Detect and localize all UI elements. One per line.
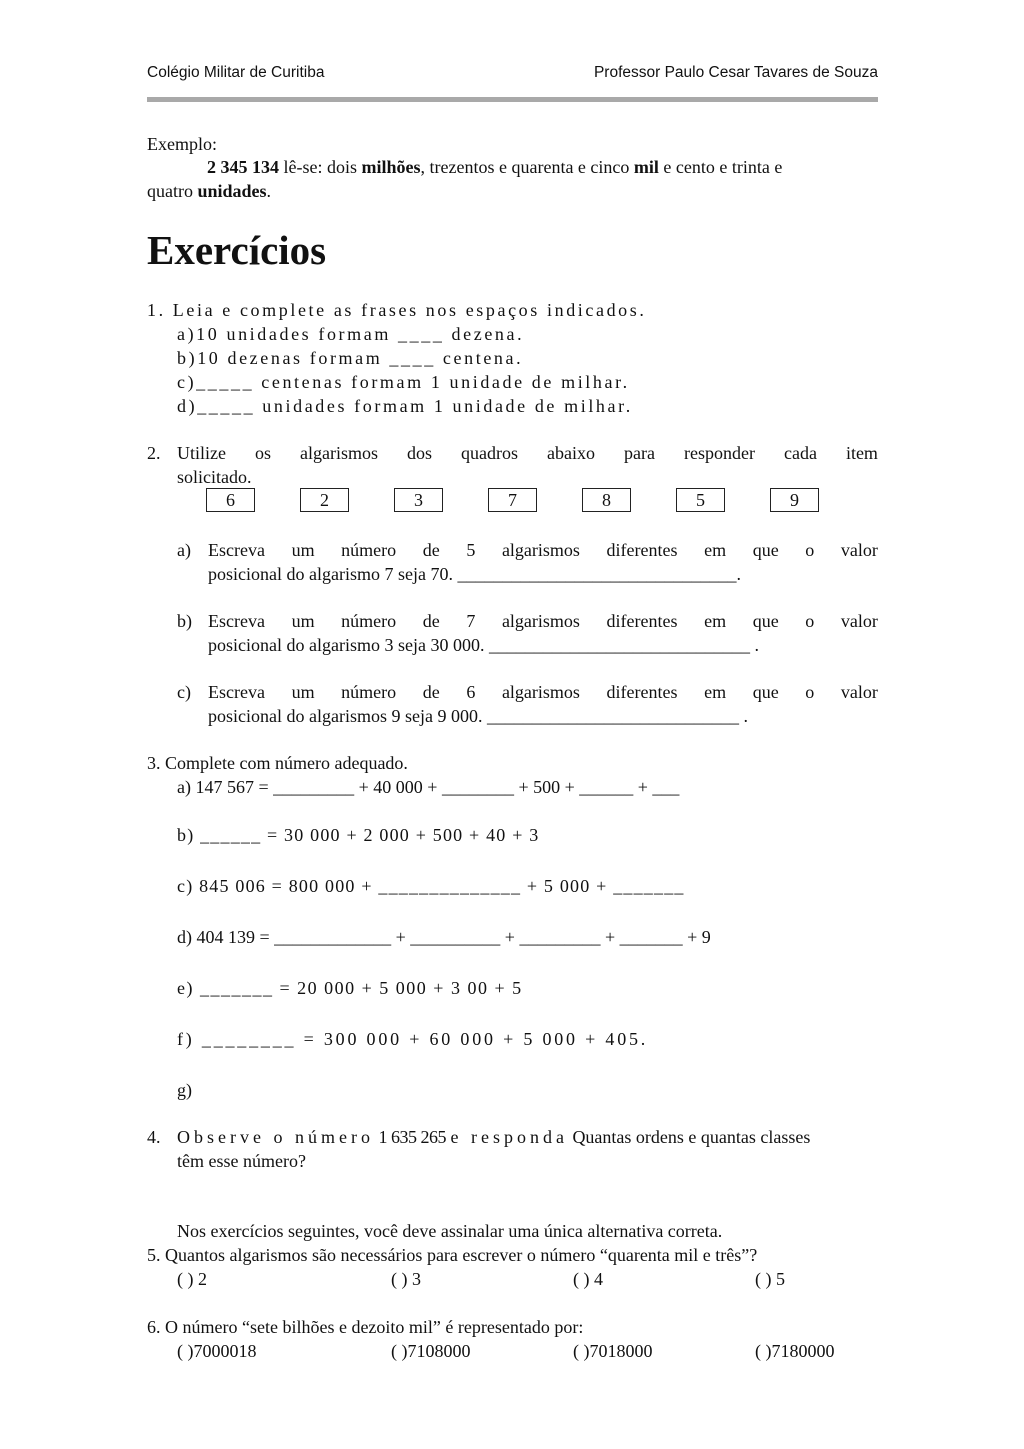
q2c-line2: posicional do algarismos 9 seja 9 000. ____________________________ . xyxy=(208,706,748,726)
q6-option[interactable]: ( )7018000 xyxy=(573,1341,653,1361)
q3-item-g: g) xyxy=(177,1080,192,1100)
q5-option[interactable]: ( ) 4 xyxy=(573,1269,603,1289)
q2b-word: em xyxy=(704,611,727,631)
example-bold-mil: mil xyxy=(633,157,659,177)
q2c-line1 xyxy=(208,680,878,704)
q6-option[interactable]: ( )7108000 xyxy=(391,1341,471,1361)
q2a-word: 5 xyxy=(466,540,476,560)
q2-word: item xyxy=(845,443,878,463)
school-name: Colégio Militar de Curitiba xyxy=(147,64,325,81)
digit-box: 8 xyxy=(582,488,631,512)
example-text5: . xyxy=(266,181,272,201)
q2b-word: que xyxy=(752,611,779,631)
q2a-word: valor xyxy=(840,540,878,560)
example-line1 xyxy=(207,155,782,179)
q4-spaced-text: Observe o número xyxy=(177,1127,374,1147)
example-text2: , trezentos e quarenta e cinco xyxy=(420,157,634,177)
example-text1: lê-se: dois xyxy=(279,157,362,177)
q5-option[interactable]: ( ) 2 xyxy=(177,1269,207,1289)
q2c-word: em xyxy=(704,682,727,702)
q4-number: 4. xyxy=(147,1127,161,1147)
example-bold-milhoes: milhões xyxy=(361,157,421,177)
q2-word: algarismos xyxy=(300,443,378,463)
q2a-word: de xyxy=(422,540,440,560)
q2-word: Utilize xyxy=(177,443,226,463)
q2b-line2: posicional do algarismo 3 seja 30 000. _____________________________ . xyxy=(208,635,759,655)
digit-box: 9 xyxy=(770,488,819,512)
q2b-word: de xyxy=(422,611,440,631)
q5-option[interactable]: ( ) 5 xyxy=(755,1269,785,1289)
q2a-word: algarismos xyxy=(501,540,580,560)
q2a-word: que xyxy=(752,540,779,560)
q2c-word: que xyxy=(752,682,779,702)
q2a-word: diferentes xyxy=(606,540,678,560)
q2c-word: o xyxy=(805,682,815,702)
q3-item-a: a) 147 567 = _________ + 40 000 + ________ + 500 + ______ + ___ xyxy=(177,777,680,797)
q2a-line1 xyxy=(208,538,878,562)
q2b-word: um xyxy=(291,611,315,631)
q2c-word: Escreva xyxy=(208,682,265,702)
q3-item-d: d) 404 139 = _____________ + __________ + _________ + _______ + 9 xyxy=(177,927,711,947)
q2-word: responder xyxy=(683,443,755,463)
q2-number: 2. xyxy=(147,443,161,463)
q2a-label: a) xyxy=(177,540,191,560)
example-bold-unidades: unidades xyxy=(197,181,267,201)
q4-rest: Quantas ordens e quantas classes xyxy=(572,1127,811,1147)
q1-item-d: d)_____ unidades formam 1 unidade de milhar. xyxy=(177,396,633,416)
q3-item-c: c) 845 006 = 800 000 + ______________ + 5 000 + _______ xyxy=(177,876,685,896)
q2b-word: algarismos xyxy=(501,611,580,631)
q2b-word: Escreva xyxy=(208,611,265,631)
instruction-text: Nos exercícios seguintes, você deve assinalar uma única alternativa correta. xyxy=(177,1221,723,1241)
q2-word: os xyxy=(254,443,271,463)
q2b-word: 7 xyxy=(466,611,476,631)
q6-stem: 6. O número “sete bilhões e dezoito mil” é representado por: xyxy=(147,1317,584,1337)
digit-box: 5 xyxy=(676,488,725,512)
q2b-word: valor xyxy=(840,611,878,631)
q5-stem: 5. Quantos algarismos são necessários para escrever o número “quarenta mil e três”? xyxy=(147,1245,758,1265)
digit-box: 6 xyxy=(206,488,255,512)
q2c-word: um xyxy=(291,682,315,702)
q2c-word: de xyxy=(422,682,440,702)
q2-stem-line1 xyxy=(177,441,878,465)
q2-word: abaixo xyxy=(547,443,595,463)
example-number: 2 345 134 xyxy=(207,157,279,177)
header-rule xyxy=(147,97,878,102)
q2-word: para xyxy=(624,443,655,463)
q3-item-b: b) ______ = 30 000 + 2 000 + 500 + 40 + 3 xyxy=(177,825,540,845)
q6-option[interactable]: ( )7000018 xyxy=(177,1341,257,1361)
q2b-word: o xyxy=(805,611,815,631)
q1-item-c: c)_____ centenas formam 1 unidade de milhar. xyxy=(177,372,630,392)
q2a-word: um xyxy=(291,540,315,560)
q1-item-a: a)10 unidades formam ____ dezena. xyxy=(177,324,525,344)
q2c-word: 6 xyxy=(466,682,476,702)
q4-line1 xyxy=(177,1125,810,1149)
example-text3: e cento e trinta e xyxy=(658,157,783,177)
q2a-word: número xyxy=(341,540,397,560)
q2c-word: diferentes xyxy=(606,682,678,702)
q3-item-e: e) _______ = 20 000 + 5 000 + 3 00 + 5 xyxy=(177,978,523,998)
teacher-name: Professor Paulo Cesar Tavares de Souza xyxy=(593,64,878,81)
digit-box: 2 xyxy=(300,488,349,512)
q1-item-b: b)10 dezenas formam ____ centena. xyxy=(177,348,524,368)
digit-box: 3 xyxy=(394,488,443,512)
q1-stem: 1. Leia e complete as frases nos espaços indicados. xyxy=(147,300,647,320)
example-label: Exemplo: xyxy=(147,134,217,154)
q2-stem-line2: solicitado. xyxy=(177,467,252,487)
q2-word: quadros xyxy=(461,443,519,463)
q2a-word: o xyxy=(805,540,815,560)
q4-number-value: 1 635 265 xyxy=(378,1127,446,1147)
digit-box: 7 xyxy=(488,488,537,512)
q3-stem: 3. Complete com número adequado. xyxy=(147,753,408,773)
q2-word: dos xyxy=(407,443,433,463)
example-line2 xyxy=(147,179,271,203)
q2b-word: número xyxy=(341,611,397,631)
q2b-label: b) xyxy=(177,611,192,631)
q2c-word: número xyxy=(341,682,397,702)
q2a-line2: posicional do algarismo 7 seja 70. _______________________________. xyxy=(208,564,741,584)
q4-spaced-text2: e responda xyxy=(450,1127,568,1147)
q4-line2: têm esse número? xyxy=(177,1151,306,1171)
section-heading: Exercícios xyxy=(147,227,327,273)
q3-item-f: f) ________ = 300 000 + 60 000 + 5 000 + 405. xyxy=(177,1029,649,1049)
q2c-word: valor xyxy=(840,682,878,702)
q2-word: cada xyxy=(783,443,817,463)
q2c-word: algarismos xyxy=(501,682,580,702)
q6-option[interactable]: ( )7180000 xyxy=(755,1341,835,1361)
q5-option[interactable]: ( ) 3 xyxy=(391,1269,421,1289)
q2b-line1 xyxy=(208,609,878,633)
q2c-label: c) xyxy=(177,682,191,702)
q2b-word: diferentes xyxy=(606,611,678,631)
q2a-word: em xyxy=(704,540,727,560)
q2a-word: Escreva xyxy=(208,540,265,560)
example-text4: quatro xyxy=(147,181,198,201)
